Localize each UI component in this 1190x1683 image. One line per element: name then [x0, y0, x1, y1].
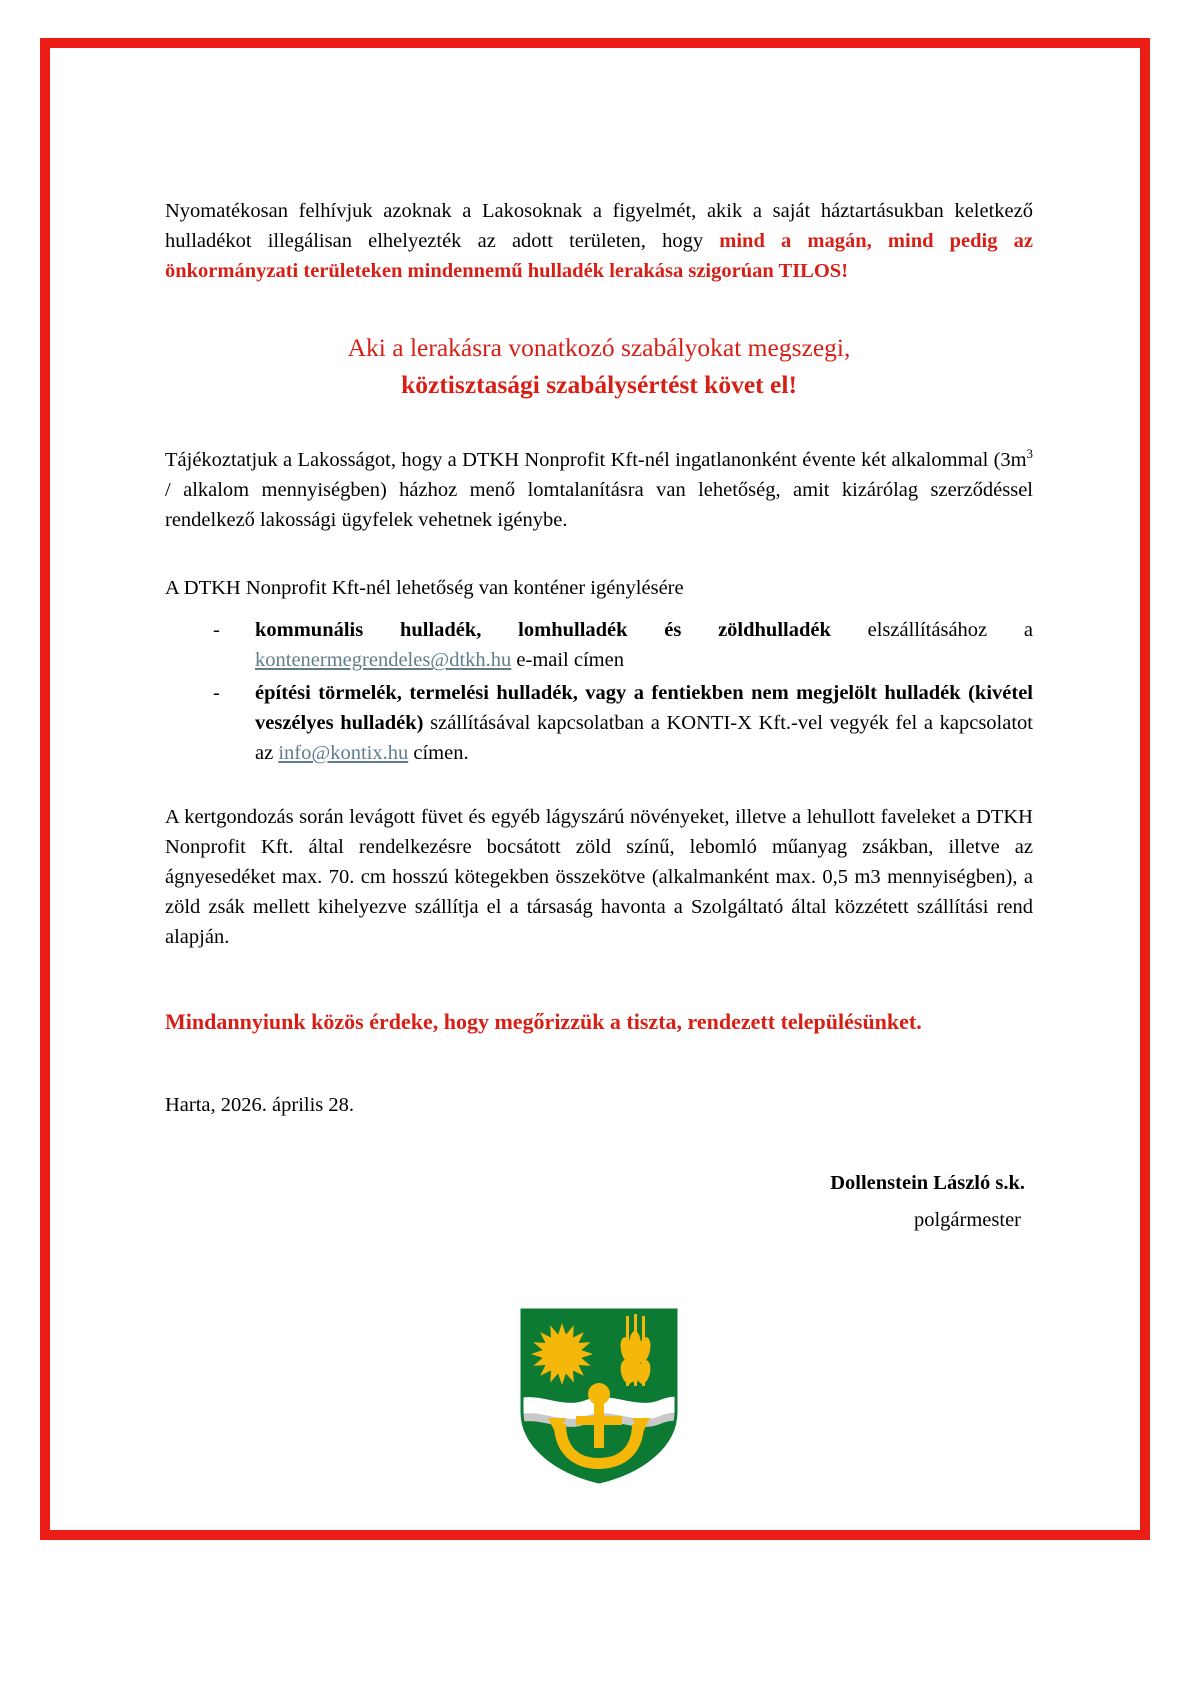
- dateline: Harta, 2026. április 28.: [165, 1093, 355, 1116]
- intro-paragraph: [165, 196, 1033, 286]
- red-border-frame: [40, 38, 1150, 1540]
- intro-text-red: mind a magán, mind pedig az önkormányzati területeken mindennemű hulladék lerakása szigorúan TILOS!: [165, 230, 1034, 283]
- dtkh-info-paragraph: [165, 445, 1033, 535]
- crest-container: [165, 1306, 1033, 1486]
- headline-line-1: Aki a lerakásra vonatkozó szabályokat megszegi,: [347, 333, 851, 363]
- headline-line-2: köztisztasági szabálysértést követ el!: [401, 369, 797, 399]
- dtkh-text-part2: / alkalom mennyiségben) házhoz menő lomtalanításra van lehetőség, amit kizárólag szerződéssel rendelkező lakossági ügyfelek vehetnek igénybe.: [165, 478, 1033, 532]
- garden-waste-paragraph: A kertgondozás során levágott füvet és egyéb lágyszárú növényeket, illetve a lehullott faveleket a DTKH Nonprofit Kft. által rendelkezésre bocsátott zöld színű, lebomló műanyag zsákban, illetve az ágnyesedéket max. 70. cm hosszú kötegekben összekötve (alkalmanként max. 0,5 m3 mennyiségben), a zöld zsák mellett kihelyezve szállítja el a társaság havonta a Szolgáltató által közzétett szállítási rend alapján.: [165, 805, 1033, 949]
- email-link-dtkh[interactable]: kontenermegrendeles@dtkh.hu: [255, 649, 512, 672]
- dtkh-text-part1: Tájékoztatjuk a Lakosságot, hogy a DTKH Nonprofit Kft-nél ingatlanonként évente két alkalommal (3m: [165, 448, 1027, 471]
- cubic-meter-superscript: 3: [1026, 446, 1033, 461]
- signature-block: [165, 1172, 1033, 1232]
- document-content: [165, 196, 1033, 1232]
- signature-name: Dollenstein László s.k.: [830, 1171, 1025, 1194]
- intro-text-black: Nyomatékosan felhívjuk azoknak a Lakosoknak a figyelmét, akik a saját háztartásukban keletkező hulladékot illegálisan elhelyezték az adott területen, hogy: [165, 200, 1033, 253]
- bullet-end-text: címen.: [408, 741, 469, 764]
- email-link-kontix[interactable]: info@kontix.hu: [278, 741, 409, 764]
- bullet-end-text: e-mail címen: [511, 649, 624, 672]
- bullet-dash: -: [213, 619, 220, 642]
- bullet-bold-text: építési törmelék, termelési hulladék, vagy a fentiekben nem megjelölt hulladék (kivétel veszélyes hulladék): [255, 681, 1033, 734]
- list-item: [165, 678, 1033, 768]
- bullet-mid-text: szállításával kapcsolatban a KONTI-X Kft.-vel vegyék fel a kapcsolatot az: [255, 711, 1033, 764]
- harta-coat-of-arms-icon: [514, 1306, 684, 1486]
- bullet-dash: -: [213, 681, 220, 704]
- waste-type-list: [165, 615, 1033, 768]
- sun-charge: [531, 1323, 593, 1385]
- closing-message: Mindannyiunk közös érdeke, hogy megőrizzük a tiszta, rendezett településünket.: [165, 1008, 922, 1034]
- container-request-intro: A DTKH Nonprofit Kft-nél lehetőség van konténer igénylésére: [165, 577, 684, 600]
- bullet-mid-text: elszállításához a: [830, 619, 1033, 642]
- list-item: [165, 615, 1033, 675]
- signature-title: polgármester: [913, 1208, 1021, 1231]
- bullet-bold-text: kommunális hulladék, lomhulladék és zöldhulladék: [255, 619, 831, 642]
- warning-headline: [165, 330, 1033, 402]
